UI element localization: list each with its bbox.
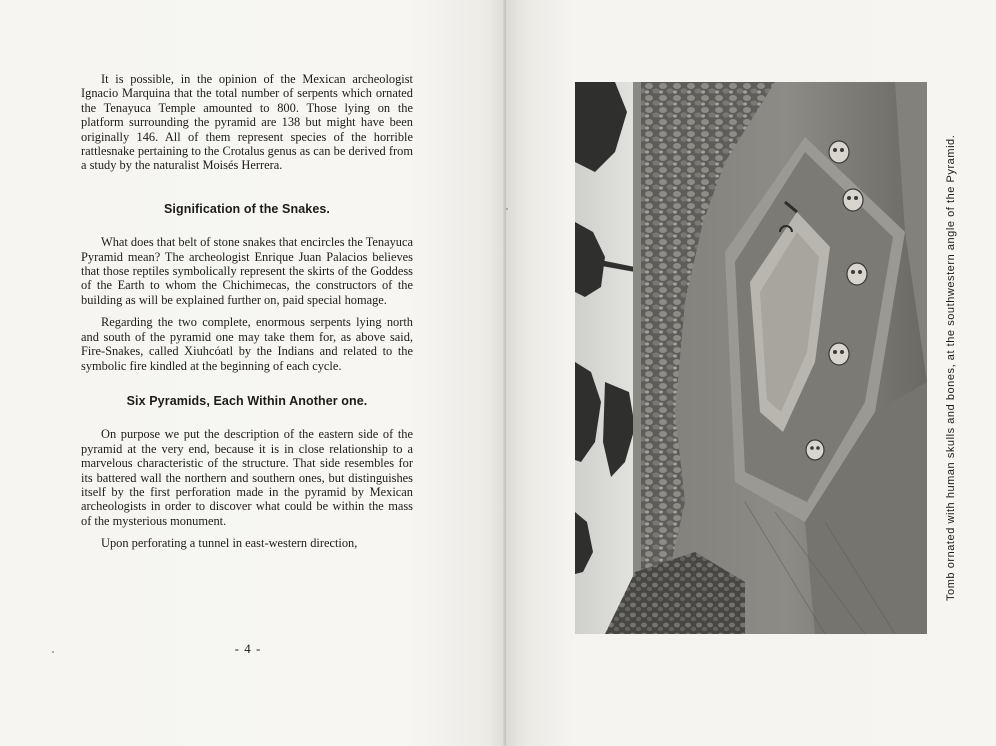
paragraph-eastern-side: On purpose we put the description of the eastern side of the pyramid at the very end, because it is in close relationship to a marvelous characteristic of the structure. That side resembles for its battered wall the northern and southern ones, but distinguishes itself by the first perforation made in the pyramid by Mexican archeologists in order to discover what could be within the mass of the mysterious monument.	[81, 427, 413, 528]
paper-speck	[52, 651, 54, 653]
paragraph-snake-belt-meaning: What does that belt of stone snakes that encircles the Tenayuca Pyramid mean? The archeologist Enrique Juan Palacios believes that those reptiles symbolically represent the skirts of the Goddess of the Earth to whom the Chichimecas, the constructors of the building as will be explained further on, paid special homage.	[81, 235, 413, 307]
tomb-photo-graphic	[575, 82, 927, 634]
heading-six-pyramids: Six Pyramids, Each Within Another one.	[126, 393, 368, 408]
heading-signification-of-snakes: Signification of the Snakes.	[163, 201, 331, 216]
photo-caption: Tomb ornated with human skulls and bones, at the southwestern angle of the Pyramid.	[945, 134, 957, 601]
paragraph-fire-snakes: Regarding the two complete, enormous serpents lying north and south of the pyramid one may take them for, as above said, Fire-Snakes, called Xiuhcóatl by the Indians and related to the symbolic fire kindled at the beginning of each cycle.	[81, 315, 413, 373]
body-text	[81, 72, 413, 551]
paper-speck	[506, 208, 508, 210]
tomb-photograph	[575, 82, 927, 634]
paragraph-tunnel: Upon perforating a tunnel in east-western direction,	[101, 536, 358, 551]
paragraph-serpent-count: It is possible, in the opinion of the Mexican archeologist Ignacio Marquina that the total number of serpents which ornated the Tenayuca Temple amounted to 800. Those lying on the platform surrounding the pyramid are 138 but might have been originally 146. All of them represent species of the horrible rattlesnake pertaining to the Crotalus genus as can be derived from a study by the naturalist Moisés Herrera.	[81, 72, 413, 173]
page-number: - 4 -	[234, 641, 262, 656]
